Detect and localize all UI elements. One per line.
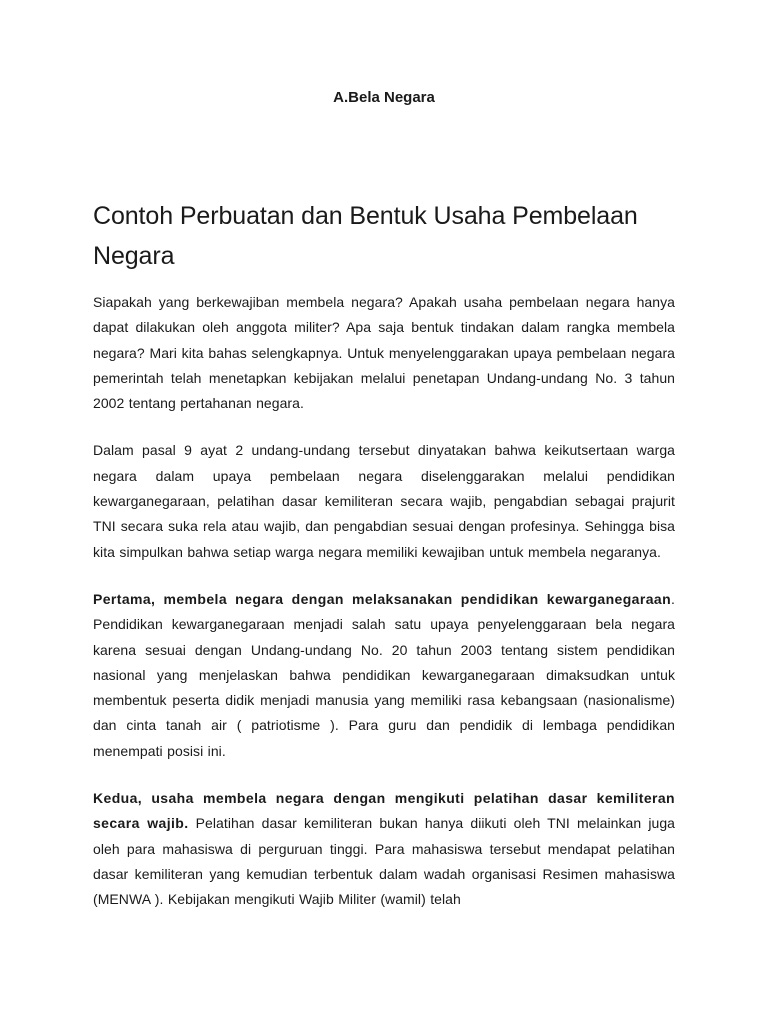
paragraph-text: . Pendidikan kewarganegaraan menjadi salah satu upaya penyelenggaraan bela negara karena sesuai dengan Undang-undang No. 20 tahun 2003 tentang sistem pendidikan nasional yang menjelaskan bahwa pendidikan kewarganegaraan dimaksudkan untuk membentuk peserta didik menjadi manusia yang memiliki rasa kebangsaan (nasionalisme) dan cinta tanah air ( patriotisme ). Para guru dan pendidik di lembaga pendidikan menempati posisi ini. (93, 590, 675, 759)
document-body (93, 290, 675, 935)
section-heading: Contoh Perbuatan dan Bentuk Usaha Pembelaan Negara (93, 202, 638, 270)
paragraph-lead: Pertama, membela negara dengan melaksanakan pendidikan kewarganegaraan (93, 590, 672, 607)
paragraph-kedua (93, 786, 675, 912)
paragraph-text: Dalam pasal 9 ayat 2 undang-undang tersebut dinyatakan bahwa keikutsertaan warga negara dalam upaya pembelaan negara diselenggarakan melalui pendidikan kewarganegaraan, pelatihan dasar kemiliteran secara wajib, pengabdian sebagai prajurit TNI secara suka rela atau wajib, dan pengabdian sesuai dengan profesinya. Sehingga bisa kita simpulkan bahwa setiap warga negara memiliki kewajiban untuk membela negaranya. (93, 442, 675, 560)
paragraph-pasal (93, 438, 675, 564)
paragraph-intro (93, 290, 675, 416)
paragraph-lead: Kedua, usaha membela negara dengan mengikuti pelatihan dasar kemiliteran secara wajib. (93, 790, 675, 832)
document-page (93, 0, 675, 1024)
document-title: A.Bela Negara (333, 89, 435, 106)
paragraph-text: Siapakah yang berkewajiban membela negara? Apakah usaha pembelaan negara hanya dapat dilakukan oleh anggota militer? Apa saja bentuk tindakan dalam rangka membela negara? Mari kita bahas selengkapnya. Untuk menyelenggarakan upaya pembelaan negara pemerintah telah menetapkan kebijakan melalui penetapan Undang-undang No. 3 tahun 2002 tentang pertahanan negara. (93, 294, 675, 412)
paragraph-pertama (93, 587, 675, 764)
paragraph-text: Pelatihan dasar kemiliteran bukan hanya diikuti oleh TNI melainkan juga oleh para mahasiswa di perguruan tinggi. Para mahasiswa tersebut mendapat pelatihan dasar kemiliteran yang kemudian terbentuk dalam wadah organisasi Resimen mahasiswa (MENWA ). Kebijakan mengikuti Wajib Militer (wamil) telah (93, 815, 675, 908)
